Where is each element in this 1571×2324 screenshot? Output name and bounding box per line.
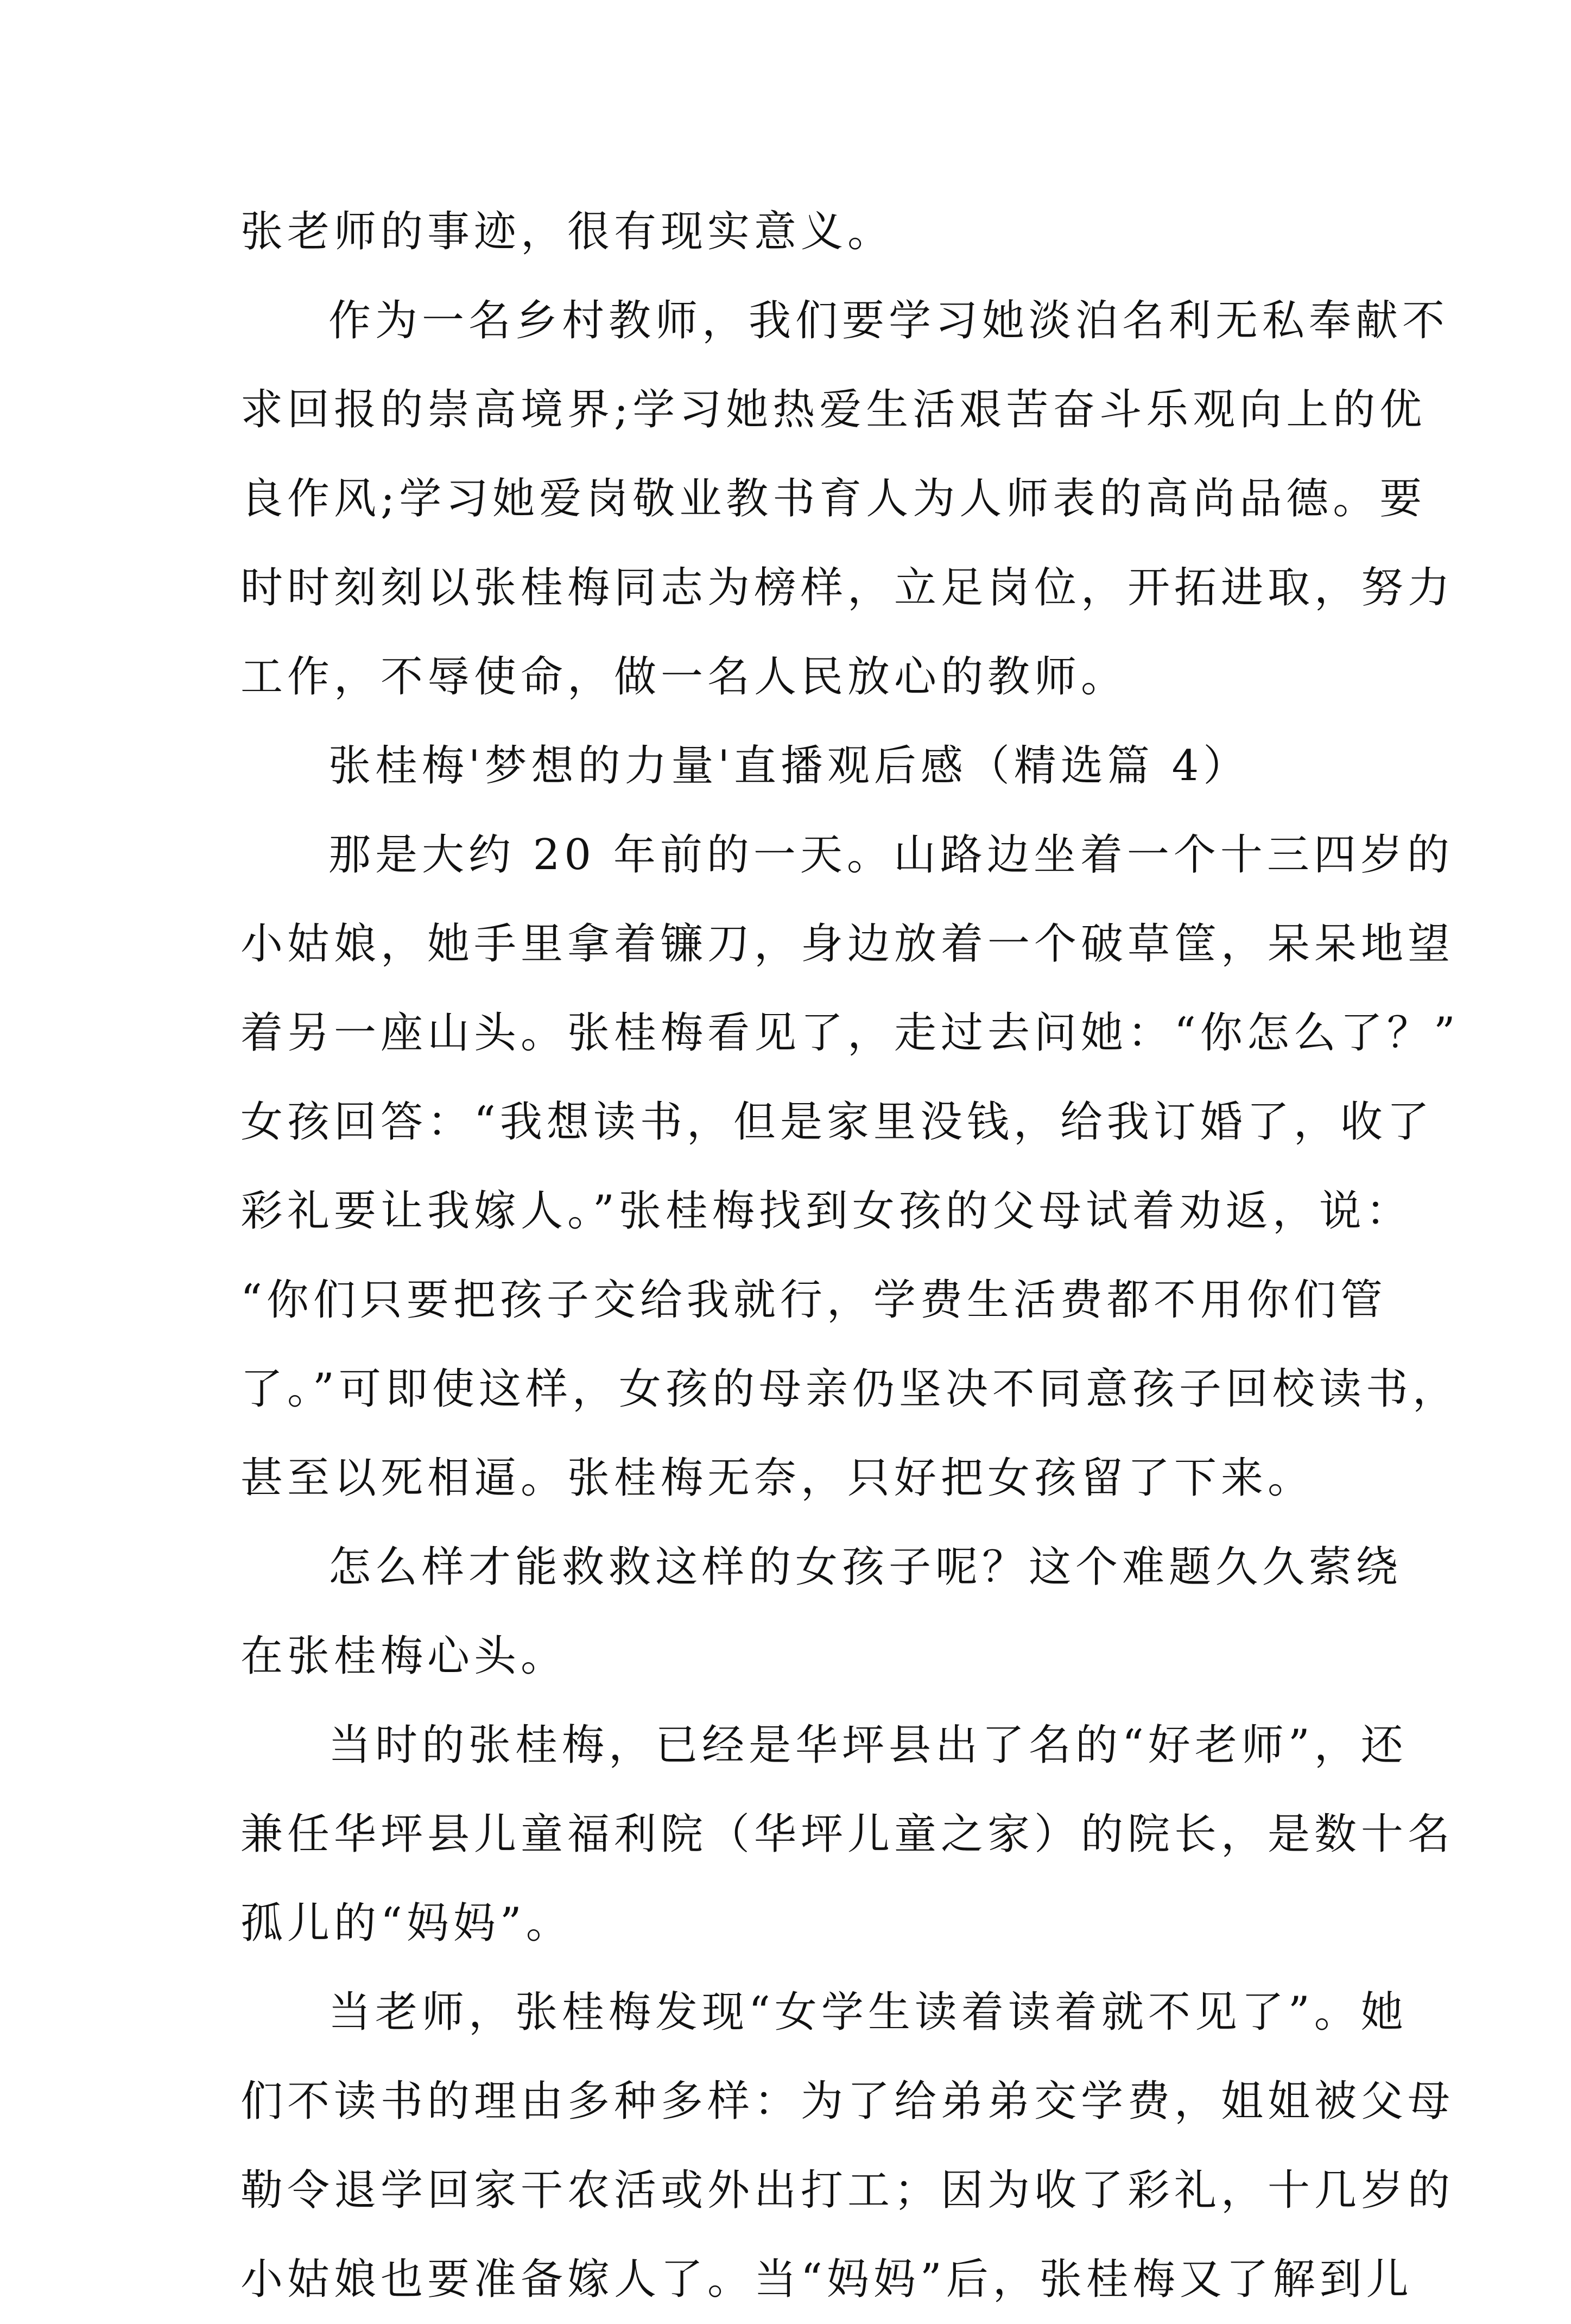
text-line: 怎么样才能救救这样的女孩子呢？这个难题久久萦绕: [328, 1543, 1403, 1592]
text-line: “你们只要把孩子交给我就行，学费生活费都不用你们管: [240, 1276, 1387, 1325]
text-line: 当老师，张桂梅发现“女学生读着读着就不见了”。她: [328, 1988, 1408, 2037]
text-line: 良作风;学习她爱岗敬业教书育人为人师表的高尚品德。要: [240, 474, 1427, 523]
text-line: 时时刻刻以张桂梅同志为榜样，立足岗位，开拓进取，努力: [240, 563, 1455, 612]
text-line: 作为一名乡村教师，我们要学习她淡泊名利无私奉献不: [328, 296, 1449, 345]
text-line: 彩礼要让我嫁人。”张桂梅找到女孩的父母试着劝返，说：: [240, 1187, 1412, 1236]
text-line: 孤儿的“妈妈”。: [240, 1899, 573, 1948]
text-line: 甚至以死相逼。张桂梅无奈，只好把女孩留了下来。: [240, 1454, 1315, 1503]
text-line: 兼任华坪县儿童福利院（华坪儿童之家）的院长，是数十名: [240, 1810, 1455, 1859]
paragraph: [240, 1701, 1455, 1968]
document-body: [240, 187, 1460, 2324]
text-line: 那是大约 20 年前的一天。山路边坐着一个十三四岁的: [328, 831, 1454, 879]
text-line: 了。”可即使这样，女孩的母亲仍坚决不同意孩子回校读书，: [240, 1365, 1459, 1414]
heading-line: 张桂梅'梦想的力量'直播观后感（精选篇 4）: [328, 742, 1250, 790]
text-line: 们不读书的理由多种多样：为了给弟弟交学费，姐姐被父母: [240, 2077, 1455, 2126]
text-line: 着另一座山头。张桂梅看见了，走过去问她：“你怎么了？”: [240, 1009, 1460, 1057]
paragraph: [240, 1968, 1455, 2324]
paragraph: [240, 1523, 1403, 1701]
paragraph: [240, 187, 1332, 276]
text-line: 求回报的崇高境界;学习她热爱生活艰苦奋斗乐观向上的优: [240, 385, 1427, 434]
text-line: 张老师的事迹，很有现实意义。: [240, 207, 895, 256]
text-line: 小姑娘，她手里拿着镰刀，身边放着一个破草筐，呆呆地望: [240, 920, 1455, 968]
text-line: 女孩回答：“我想读书，但是家里没钱，给我订婚了，收了: [240, 1098, 1434, 1147]
text-line: 小姑娘也要准备嫁人了。当“妈妈”后，张桂梅又了解到儿: [240, 2255, 1413, 2304]
text-line: 在张桂梅心头。: [240, 1632, 568, 1681]
paragraph: [240, 276, 1455, 721]
section-heading: [240, 721, 1332, 810]
paragraph: [240, 810, 1460, 1523]
text-line: 当时的张桂梅，已经是华坪县出了名的“好老师”，还: [328, 1721, 1408, 1770]
text-line: 工作，不辱使命，做一名人民放心的教师。: [240, 653, 1128, 701]
text-line: 勒令退学回家干农活或外出打工；因为收了彩礼，十几岁的: [240, 2166, 1455, 2215]
